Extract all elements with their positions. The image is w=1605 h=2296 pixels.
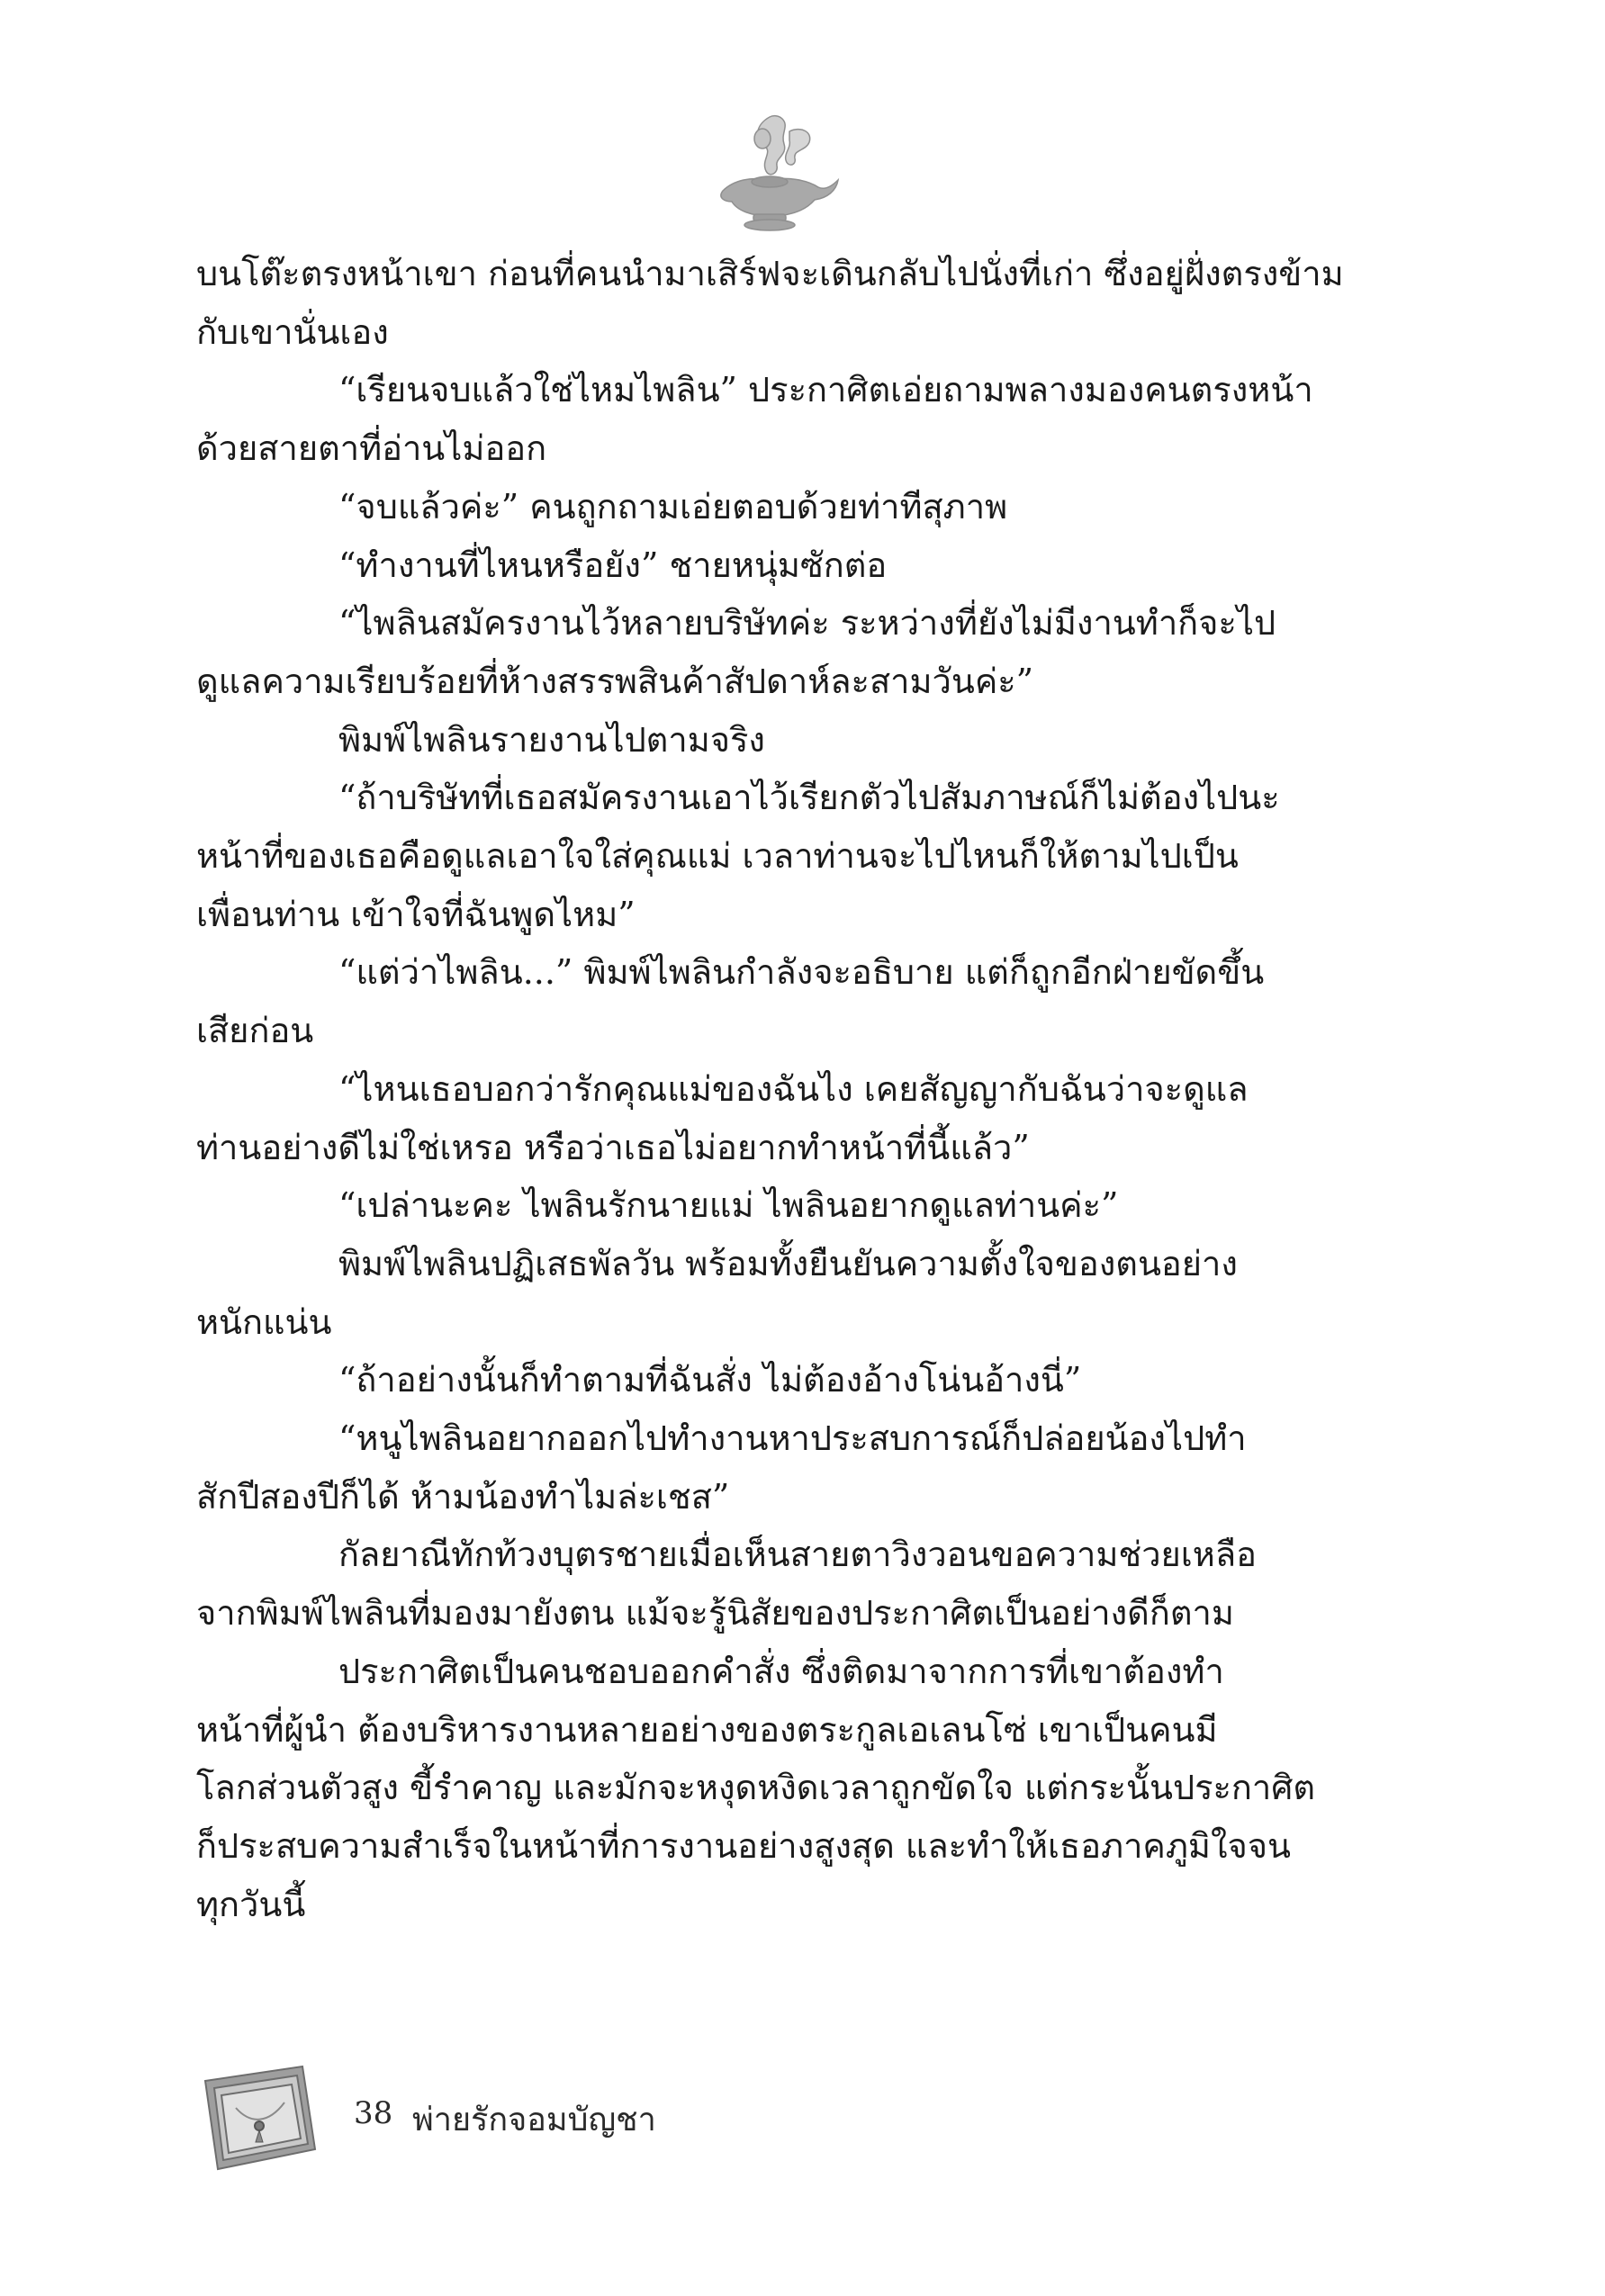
paragraph [196,1526,1330,1642]
paragraph [196,1409,1330,1526]
paragraph [196,711,1330,770]
paragraph [196,943,1330,1059]
text-line: “เปล่านะคะ ไพลินรักนายแม่ ไพลินอยากดูแลท่านค่ะ” [338,1185,1119,1226]
text-line: “ไพลินสมัครงานไว้หลายบริษัทค่ะ ระหว่างที่ยังไม่มีงานทำก็จะไป [338,603,1276,644]
text-line: บนโต๊ะตรงหน้าเขา ก่อนที่คนนำมาเสิร์ฟจะเดินกลับไปนั่งที่เก่า ซึ่งอยู่ฝั่งตรงข้าม [196,254,1344,293]
paragraph [196,1176,1330,1235]
text-line: พิมพ์ไพลินปฏิเสธพัลวัน พร้อมทั้งยืนยันความตั้งใจของตนอย่าง [338,1243,1238,1283]
text-line: ดูแลความเรียบร้อยที่ห้างสรรพสินค้าสัปดาห์ละสามวันค่ะ” [196,661,1034,701]
text-line: “จบแล้วค่ะ” คนถูกถามเอ่ยตอบด้วยท่าทีสุภาพ [338,486,1008,527]
paragraph [196,536,1330,595]
paragraph [196,361,1330,477]
text-line: จากพิมพ์ไพลินที่มองมายังตน แม้จะรู้นิสัยของประกาศิตเป็นอย่างดีก็ตาม [196,1593,1234,1634]
paragraph [196,769,1330,943]
chapter-body [196,245,1344,1933]
paragraph [196,245,1344,361]
paragraph [196,1643,1330,1934]
text-line: ประกาศิตเป็นคนชอบออกคำสั่ง ซึ่งติดมาจากการที่เขาต้องทำ [338,1651,1224,1691]
text-line: กัลยาณีทักท้วงบุตรชายเมื่อเห็นสายตาวิงวอนขอความช่วยเหลือ [338,1535,1257,1575]
text-line: กับเขานั่นเอง [196,311,389,352]
text-line: โลกส่วนตัวสูง ขี้รำคาญ และมักจะหงุดหงิดเวลาถูกขัดใจ แต่กระนั้นประกาศิต [196,1768,1316,1808]
text-line: “ทำงานที่ไหนหรือยัง” ชายหนุ่มซักต่อ [338,545,888,585]
text-line: หน้าที่ของเธอคือดูแลเอาใจใส่คุณแม่ เวลาท่านจะไปไหนก็ให้ตามไปเป็น [196,836,1239,877]
text-line: พิมพ์ไพลินรายงานไปตามจริง [338,719,765,760]
text-line: สักปีสองปีก็ได้ ห้ามน้องทำไมล่ะเชส” [196,1476,730,1517]
text-line: หน้าที่ผู้นำ ต้องบริหารงานหลายอย่างของตระกูลเอเลนโซ่ เขาเป็นคนมี [196,1709,1218,1750]
text-line: เพื่อนท่าน เข้าใจที่ฉันพูดไหม” [196,894,636,934]
genie-lamp-icon [707,108,842,234]
jewelry-box-icon [196,2061,322,2178]
text-line: เสียก่อน [196,1011,314,1051]
text-line: “เรียนจบแล้วใช่ไหมไพลิน” ประกาศิตเอ่ยถามพลางมองคนตรงหน้า [338,370,1313,410]
text-line: “ถ้าอย่างนั้นก็ทำตามที่ฉันสั่ง ไม่ต้องอ้างโน่นอ้างนี่” [338,1360,1082,1400]
text-line: ทุกวันนี้ [196,1884,306,1924]
book-title: พ่ายรักจอมบัญชา [412,2102,656,2138]
text-line: ด้วยสายตาที่อ่านไม่ออก [196,428,547,469]
paragraph [196,478,1330,536]
text-line: “ไหนเธอบอกว่ารักคุณแม่ของฉันไง เคยสัญญากับฉันว่าจะดูแล [338,1068,1249,1109]
paragraph [196,1060,1330,1176]
text-line: “ถ้าบริษัทที่เธอสมัครงานเอาไว้เรียกตัวไปสัมภาษณ์ก็ไม่ต้องไปนะ [338,778,1280,818]
text-line: “หนูไพลินอยากออกไปทำงานหาประสบการณ์ก็ปล่อยน้องไปทำ [338,1418,1247,1459]
paragraph [196,1235,1330,1351]
page-footer [196,2061,1006,2187]
text-line: “แต่ว่าไพลิน...” พิมพ์ไพลินกำลังจะอธิบาย แต่ก็ถูกอีกฝ่ายขัดขึ้น [338,952,1265,993]
text-line: ก็ประสบความสำเร็จในหน้าที่การงานอย่างสูงสุด และทำให้เธอภาคภูมิใจจน [196,1825,1291,1866]
text-line: ท่านอย่างดีไม่ใช่เหรอ หรือว่าเธอไม่อยากทำหน้าที่นี้แล้ว” [196,1127,1030,1167]
paragraph [196,1351,1330,1409]
text-line: หนักแน่น [196,1301,332,1342]
page-number: 38 [354,2095,393,2131]
paragraph [196,594,1330,710]
